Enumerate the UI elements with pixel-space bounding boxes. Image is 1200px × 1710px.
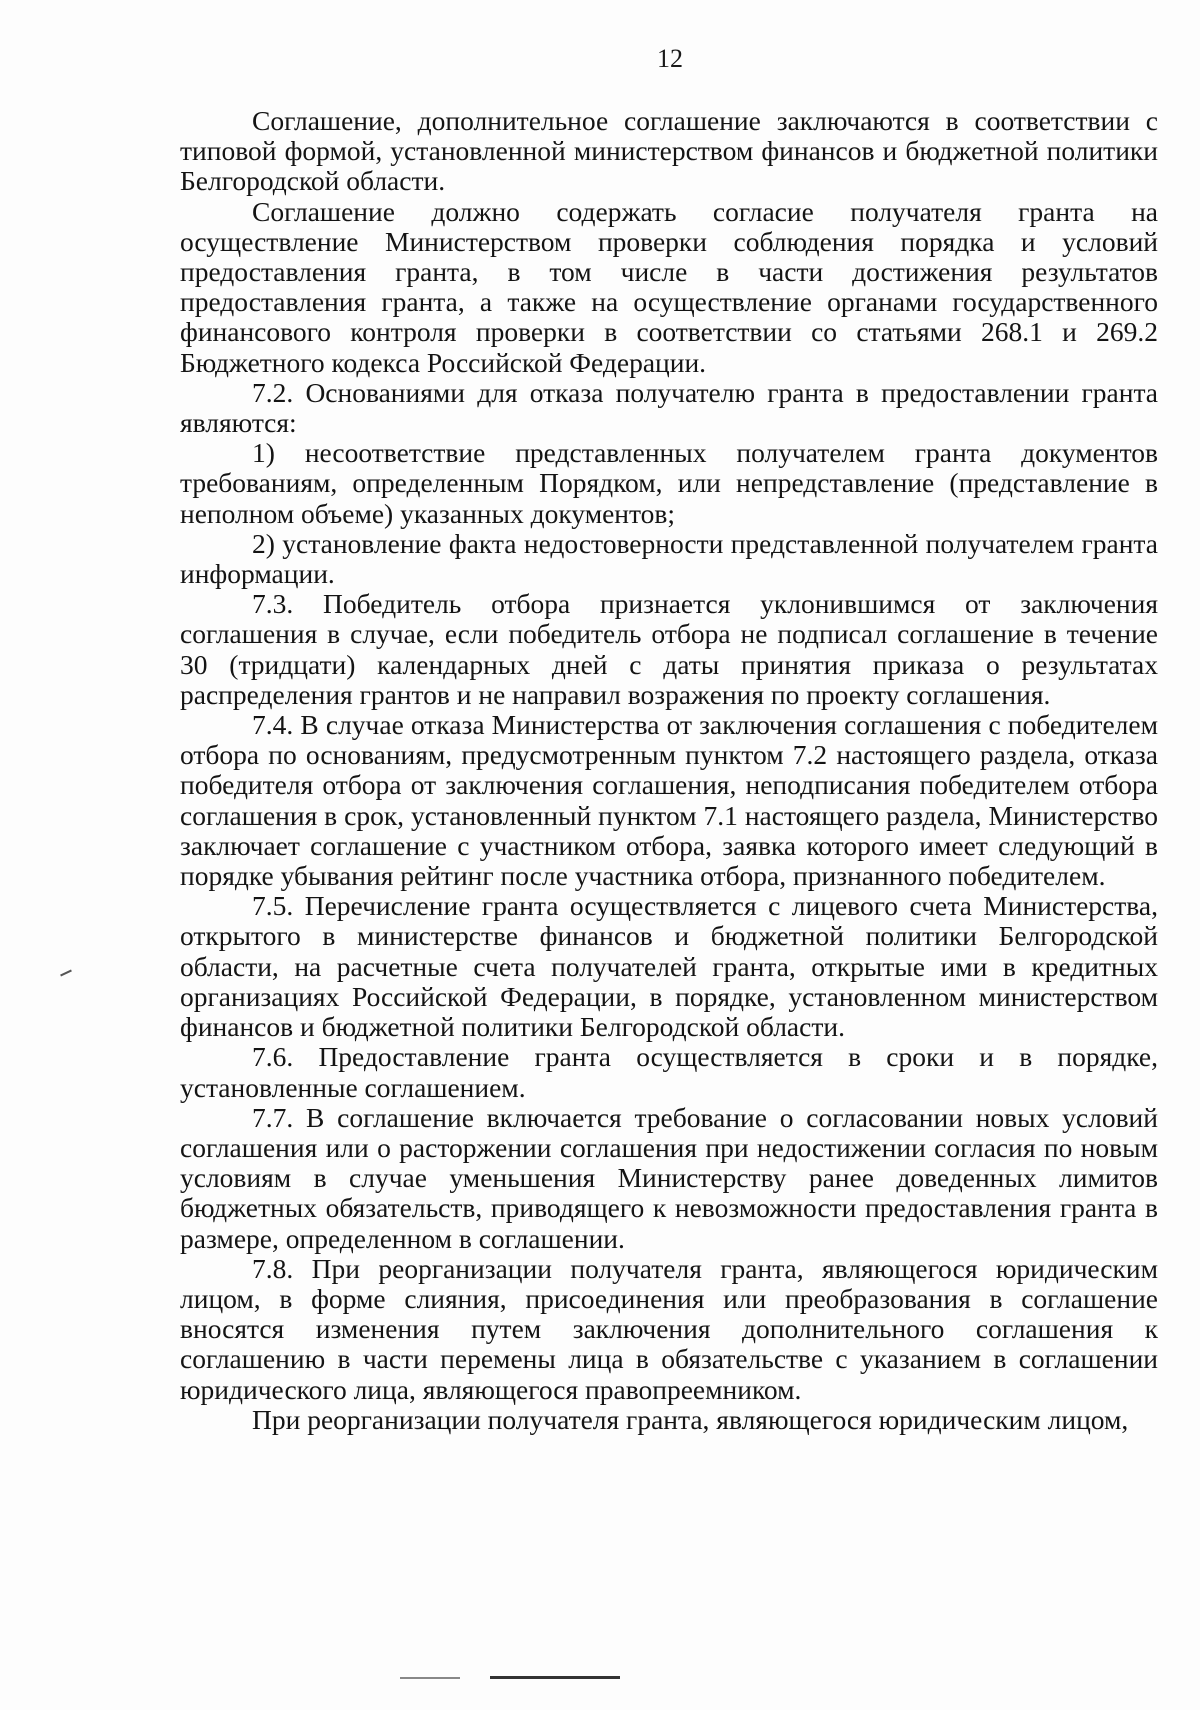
paragraph-7-2-item-2: 2) установление факта недостоверности представленной получателем гранта информации. xyxy=(180,527,1158,590)
paragraph-7-4: 7.4. В случае отказа Министерства от заключения соглашения с победителем отбора по основаниям, предусмотренным пунктом 7.2 настоящего раздела, отказа победителя отбора от заключения соглашения, неподписания победителем отбора соглашения в срок, установленный пунктом 7.1 настоящего раздела, Министерство заключает соглашение с участником отбора, заявка которого имеет следующий в порядке убывания рейтинг после участника отбора, признанного победителем. xyxy=(180,709,1158,892)
page-number: 12 xyxy=(657,44,683,73)
scan-artifact xyxy=(60,970,72,977)
paragraph-7-7: 7.7. В соглашение включается требование о согласовании новых условий соглашения или о расторжении соглашения при недостижении согласия по новым условиям в случае уменьшения Министерству ранее доведенных лимитов бюджетных обязательств, приводящего к невозможности предоставления гранта в размере, определенном в соглашении. xyxy=(180,1101,1158,1254)
document-body xyxy=(180,106,1158,1435)
scan-artifact-bottom-left xyxy=(400,1677,460,1679)
paragraph-agreement-form: Соглашение, дополнительное соглашение заключаются в соответствии с типовой формой, установленной министерством финансов и бюджетной политики Белгородской области. xyxy=(180,105,1158,197)
paragraph-7-5: 7.5. Перечисление гранта осуществляется с лицевого счета Министерства, открытого в министерстве финансов и бюджетной политики Белгородской области, на расчетные счета получателей гранта, открытые ими в кредитных организациях Российской Федерации, в порядке, установленном министерством финансов и бюджетной политики Белгородской области. xyxy=(180,890,1158,1043)
paragraph-reorganization: При реорганизации получателя гранта, являющегося юридическим лицом, xyxy=(252,1403,1129,1435)
paragraph-agreement-consent: Соглашение должно содержать согласие получателя гранта на осуществление Министерством проверки соблюдения порядка и условий предоставления гранта, в том числе в части достижения результатов предоставления гранта, а также на осуществление органами государственного финансового контроля проверки в соответствии со статьями 268.1 и 269.2 Бюджетного кодекса Российской Федерации. xyxy=(180,195,1158,378)
paragraph-7-2: 7.2. Основаниями для отказа получателю гранта в предоставлении гранта являются: xyxy=(180,376,1158,439)
paragraph-7-2-item-1: 1) несоответствие представленных получателем гранта документов требованиям, определенным Порядком, или непредставление (представление в неполном объеме) указанных документов; xyxy=(180,437,1158,529)
scan-artifact-bottom xyxy=(490,1676,620,1679)
paragraph-7-8: 7.8. При реорганизации получателя гранта, являющегося юридическим лицом, в форме слияния, присоединения или преобразования в соглашение вносятся изменения путем заключения дополнительного соглашения к соглашению в части перемены лица в обязательстве с указанием в соглашении юридического лица, являющегося правопреемником. xyxy=(180,1252,1158,1405)
paragraph-7-6: 7.6. Предоставление гранта осуществляется в сроки и в порядке, установленные соглашением. xyxy=(180,1041,1158,1103)
paragraph-7-3: 7.3. Победитель отбора признается уклонившимся от заключения соглашения в случае, если победитель отбора не подписал соглашение в течение 30 (тридцати) календарных дней с даты принятия приказа о результатах распределения грантов и не направил возражения по проекту соглашения. xyxy=(180,588,1158,710)
